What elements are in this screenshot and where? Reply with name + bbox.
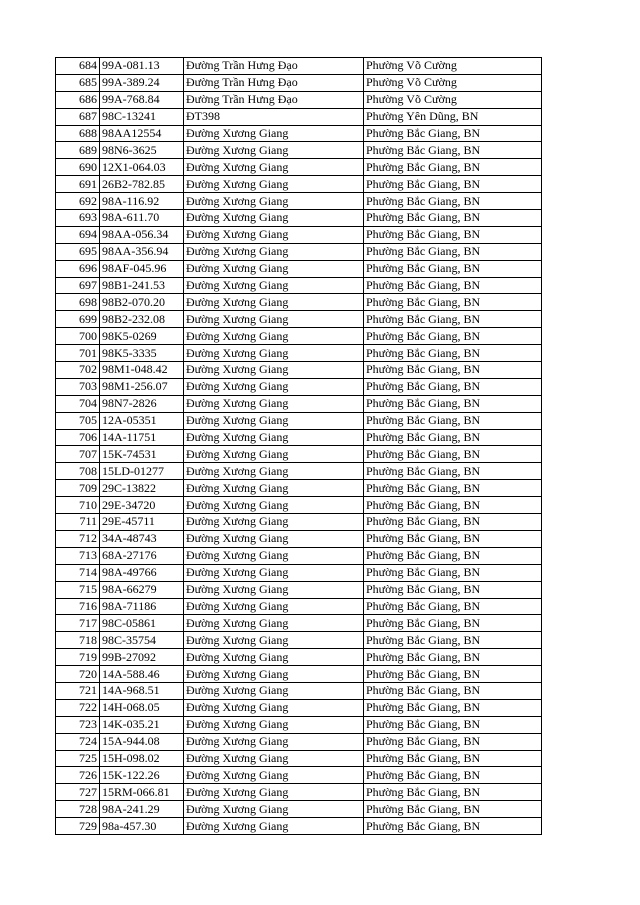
street-name: Đường Xương Giang bbox=[184, 598, 364, 615]
license-plate: 15H-098.02 bbox=[100, 750, 184, 767]
ward-name: Phường Bắc Giang, BN bbox=[364, 260, 542, 277]
street-name: Đường Xương Giang bbox=[184, 632, 364, 649]
row-number: 685 bbox=[56, 74, 100, 91]
row-number: 720 bbox=[56, 666, 100, 683]
ward-name: Phường Võ Cường bbox=[364, 74, 542, 91]
ward-name: Phường Bắc Giang, BN bbox=[364, 666, 542, 683]
ward-name: Phường Bắc Giang, BN bbox=[364, 395, 542, 412]
table-row bbox=[56, 311, 542, 328]
license-plate: 99B-27092 bbox=[100, 649, 184, 666]
ward-name: Phường Bắc Giang, BN bbox=[364, 294, 542, 311]
table-row bbox=[56, 260, 542, 277]
street-name: Đường Trần Hưng Đạo bbox=[184, 91, 364, 108]
license-plate: 98C-13241 bbox=[100, 108, 184, 125]
table-row bbox=[56, 733, 542, 750]
license-plate: 98A-66279 bbox=[100, 581, 184, 598]
row-number: 708 bbox=[56, 463, 100, 480]
street-name: Đường Xương Giang bbox=[184, 395, 364, 412]
table-row bbox=[56, 581, 542, 598]
license-plate: 98A-116.92 bbox=[100, 193, 184, 210]
row-number: 691 bbox=[56, 176, 100, 193]
license-plate: 15K-122.26 bbox=[100, 767, 184, 784]
ward-name: Phường Bắc Giang, BN bbox=[364, 480, 542, 497]
ward-name: Phường Bắc Giang, BN bbox=[364, 277, 542, 294]
ward-name: Phường Bắc Giang, BN bbox=[364, 750, 542, 767]
row-number: 724 bbox=[56, 733, 100, 750]
table-row bbox=[56, 74, 542, 91]
street-name: Đường Xương Giang bbox=[184, 125, 364, 142]
ward-name: Phường Bắc Giang, BN bbox=[364, 649, 542, 666]
license-plate: 98B1-241.53 bbox=[100, 277, 184, 294]
street-name: Đường Xương Giang bbox=[184, 733, 364, 750]
row-number: 690 bbox=[56, 159, 100, 176]
ward-name: Phường Bắc Giang, BN bbox=[364, 598, 542, 615]
row-number: 718 bbox=[56, 632, 100, 649]
row-number: 701 bbox=[56, 345, 100, 362]
ward-name: Phường Bắc Giang, BN bbox=[364, 801, 542, 818]
ward-name: Phường Bắc Giang, BN bbox=[364, 446, 542, 463]
license-plate: 99A-389.24 bbox=[100, 74, 184, 91]
ward-name: Phường Bắc Giang, BN bbox=[364, 210, 542, 227]
ward-name: Phường Bắc Giang, BN bbox=[364, 362, 542, 379]
license-plate: 98A-241.29 bbox=[100, 801, 184, 818]
street-name: Đường Xương Giang bbox=[184, 345, 364, 362]
table-row bbox=[56, 632, 542, 649]
street-name: Đường Xương Giang bbox=[184, 311, 364, 328]
street-name: Đường Xương Giang bbox=[184, 193, 364, 210]
ward-name: Phường Bắc Giang, BN bbox=[364, 818, 542, 835]
street-name: Đường Xương Giang bbox=[184, 378, 364, 395]
row-number: 729 bbox=[56, 818, 100, 835]
ward-name: Phường Bắc Giang, BN bbox=[364, 226, 542, 243]
license-plate: 14K-035.21 bbox=[100, 716, 184, 733]
table-row bbox=[56, 463, 542, 480]
table-row bbox=[56, 784, 542, 801]
row-number: 717 bbox=[56, 615, 100, 632]
license-plate: 98AA-056.34 bbox=[100, 226, 184, 243]
license-plate: 15K-74531 bbox=[100, 446, 184, 463]
ward-name: Phường Bắc Giang, BN bbox=[364, 784, 542, 801]
ward-name: Phường Bắc Giang, BN bbox=[364, 328, 542, 345]
table-row bbox=[56, 91, 542, 108]
license-plate: 98a-457.30 bbox=[100, 818, 184, 835]
row-number: 684 bbox=[56, 58, 100, 75]
row-number: 722 bbox=[56, 699, 100, 716]
row-number: 725 bbox=[56, 750, 100, 767]
table-row bbox=[56, 429, 542, 446]
table-row bbox=[56, 615, 542, 632]
license-plate: 98C-35754 bbox=[100, 632, 184, 649]
ward-name: Phường Bắc Giang, BN bbox=[364, 530, 542, 547]
row-number: 702 bbox=[56, 362, 100, 379]
street-name: Đường Xương Giang bbox=[184, 615, 364, 632]
row-number: 698 bbox=[56, 294, 100, 311]
street-name: Đường Xương Giang bbox=[184, 328, 364, 345]
ward-name: Phường Bắc Giang, BN bbox=[364, 125, 542, 142]
row-number: 706 bbox=[56, 429, 100, 446]
ward-name: Phường Bắc Giang, BN bbox=[364, 682, 542, 699]
table-row bbox=[56, 514, 542, 531]
row-number: 719 bbox=[56, 649, 100, 666]
table-row bbox=[56, 142, 542, 159]
license-plate: 98M1-256.07 bbox=[100, 378, 184, 395]
street-name: ĐT398 bbox=[184, 108, 364, 125]
license-plate: 98AF-045.96 bbox=[100, 260, 184, 277]
table-row bbox=[56, 767, 542, 784]
ward-name: Phường Bắc Giang, BN bbox=[364, 429, 542, 446]
row-number: 727 bbox=[56, 784, 100, 801]
ward-name: Phường Bắc Giang, BN bbox=[364, 345, 542, 362]
row-number: 716 bbox=[56, 598, 100, 615]
street-name: Đường Xương Giang bbox=[184, 564, 364, 581]
table-row bbox=[56, 598, 542, 615]
license-plate: 14A-588.46 bbox=[100, 666, 184, 683]
street-name: Đường Xương Giang bbox=[184, 294, 364, 311]
row-number: 728 bbox=[56, 801, 100, 818]
license-plate: 29C-13822 bbox=[100, 480, 184, 497]
license-plate: 98N6-3625 bbox=[100, 142, 184, 159]
row-number: 686 bbox=[56, 91, 100, 108]
ward-name: Phường Bắc Giang, BN bbox=[364, 564, 542, 581]
table-row bbox=[56, 362, 542, 379]
table-row bbox=[56, 58, 542, 75]
license-plate: 98AA12554 bbox=[100, 125, 184, 142]
license-plate: 12X1-064.03 bbox=[100, 159, 184, 176]
street-name: Đường Xương Giang bbox=[184, 682, 364, 699]
ward-name: Phường Bắc Giang, BN bbox=[364, 159, 542, 176]
table-row bbox=[56, 395, 542, 412]
table-row bbox=[56, 176, 542, 193]
license-plate: 98K5-3335 bbox=[100, 345, 184, 362]
row-number: 689 bbox=[56, 142, 100, 159]
license-plate: 98A-49766 bbox=[100, 564, 184, 581]
license-plate: 29E-45711 bbox=[100, 514, 184, 531]
street-name: Đường Xương Giang bbox=[184, 784, 364, 801]
row-number: 721 bbox=[56, 682, 100, 699]
license-plate: 14A-11751 bbox=[100, 429, 184, 446]
table-row bbox=[56, 801, 542, 818]
row-number: 700 bbox=[56, 328, 100, 345]
street-name: Đường Xương Giang bbox=[184, 210, 364, 227]
table-row bbox=[56, 277, 542, 294]
ward-name: Phường Bắc Giang, BN bbox=[364, 193, 542, 210]
row-number: 697 bbox=[56, 277, 100, 294]
ward-name: Phường Bắc Giang, BN bbox=[364, 142, 542, 159]
street-name: Đường Xương Giang bbox=[184, 412, 364, 429]
ward-name: Phường Bắc Giang, BN bbox=[364, 412, 542, 429]
license-plate: 15A-944.08 bbox=[100, 733, 184, 750]
street-name: Đường Xương Giang bbox=[184, 446, 364, 463]
street-name: Đường Trần Hưng Đạo bbox=[184, 74, 364, 91]
table-row bbox=[56, 345, 542, 362]
ward-name: Phường Bắc Giang, BN bbox=[364, 733, 542, 750]
street-name: Đường Xương Giang bbox=[184, 750, 364, 767]
street-name: Đường Xương Giang bbox=[184, 581, 364, 598]
ward-name: Phường Bắc Giang, BN bbox=[364, 615, 542, 632]
license-plate: 14A-968.51 bbox=[100, 682, 184, 699]
table-row bbox=[56, 497, 542, 514]
ward-name: Phường Bắc Giang, BN bbox=[364, 547, 542, 564]
license-plate: 15LD-01277 bbox=[100, 463, 184, 480]
row-number: 693 bbox=[56, 210, 100, 227]
row-number: 694 bbox=[56, 226, 100, 243]
row-number: 723 bbox=[56, 716, 100, 733]
license-plate: 26B2-782.85 bbox=[100, 176, 184, 193]
license-plate: 98A-71186 bbox=[100, 598, 184, 615]
ward-name: Phường Bắc Giang, BN bbox=[364, 497, 542, 514]
table-body bbox=[56, 58, 542, 835]
row-number: 699 bbox=[56, 311, 100, 328]
table-row bbox=[56, 750, 542, 767]
license-plate: 68A-27176 bbox=[100, 547, 184, 564]
row-number: 703 bbox=[56, 378, 100, 395]
row-number: 709 bbox=[56, 480, 100, 497]
row-number: 687 bbox=[56, 108, 100, 125]
row-number: 713 bbox=[56, 547, 100, 564]
table-row bbox=[56, 564, 542, 581]
table-row bbox=[56, 243, 542, 260]
ward-name: Phường Bắc Giang, BN bbox=[364, 514, 542, 531]
ward-name: Phường Bắc Giang, BN bbox=[364, 243, 542, 260]
table-row bbox=[56, 125, 542, 142]
table-row bbox=[56, 226, 542, 243]
street-name: Đường Xương Giang bbox=[184, 142, 364, 159]
table-row bbox=[56, 446, 542, 463]
license-plate: 99A-081.13 bbox=[100, 58, 184, 75]
row-number: 695 bbox=[56, 243, 100, 260]
table-row bbox=[56, 378, 542, 395]
ward-name: Phường Võ Cường bbox=[364, 58, 542, 75]
license-plate: 15RM-066.81 bbox=[100, 784, 184, 801]
ward-name: Phường Bắc Giang, BN bbox=[364, 699, 542, 716]
street-name: Đường Xương Giang bbox=[184, 260, 364, 277]
license-plate: 34A-48743 bbox=[100, 530, 184, 547]
street-name: Đường Xương Giang bbox=[184, 666, 364, 683]
ward-name: Phường Bắc Giang, BN bbox=[364, 176, 542, 193]
table-row bbox=[56, 193, 542, 210]
table-row bbox=[56, 699, 542, 716]
table-row bbox=[56, 716, 542, 733]
row-number: 711 bbox=[56, 514, 100, 531]
license-plate: 29E-34720 bbox=[100, 497, 184, 514]
license-plate: 98AA-356.94 bbox=[100, 243, 184, 260]
license-plate: 14H-068.05 bbox=[100, 699, 184, 716]
ward-name: Phường Bắc Giang, BN bbox=[364, 463, 542, 480]
table-row bbox=[56, 210, 542, 227]
street-name: Đường Xương Giang bbox=[184, 277, 364, 294]
street-name: Đường Trần Hưng Đạo bbox=[184, 58, 364, 75]
street-name: Đường Xương Giang bbox=[184, 514, 364, 531]
ward-name: Phường Bắc Giang, BN bbox=[364, 716, 542, 733]
street-name: Đường Xương Giang bbox=[184, 818, 364, 835]
row-number: 705 bbox=[56, 412, 100, 429]
street-name: Đường Xương Giang bbox=[184, 243, 364, 260]
table-row bbox=[56, 412, 542, 429]
row-number: 707 bbox=[56, 446, 100, 463]
row-number: 692 bbox=[56, 193, 100, 210]
street-name: Đường Xương Giang bbox=[184, 699, 364, 716]
row-number: 714 bbox=[56, 564, 100, 581]
table-row bbox=[56, 666, 542, 683]
license-plate: 98N7-2826 bbox=[100, 395, 184, 412]
street-name: Đường Xương Giang bbox=[184, 547, 364, 564]
street-name: Đường Xương Giang bbox=[184, 530, 364, 547]
license-plate: 98C-05861 bbox=[100, 615, 184, 632]
license-plate: 98B2-232.08 bbox=[100, 311, 184, 328]
street-name: Đường Xương Giang bbox=[184, 649, 364, 666]
street-name: Đường Xương Giang bbox=[184, 463, 364, 480]
ward-name: Phường Bắc Giang, BN bbox=[364, 581, 542, 598]
table-row bbox=[56, 649, 542, 666]
street-name: Đường Xương Giang bbox=[184, 226, 364, 243]
row-number: 712 bbox=[56, 530, 100, 547]
ward-name: Phường Bắc Giang, BN bbox=[364, 632, 542, 649]
row-number: 704 bbox=[56, 395, 100, 412]
street-name: Đường Xương Giang bbox=[184, 429, 364, 446]
ward-name: Phường Bắc Giang, BN bbox=[364, 311, 542, 328]
row-number: 696 bbox=[56, 260, 100, 277]
license-plate: 99A-768.84 bbox=[100, 91, 184, 108]
violation-table bbox=[55, 57, 542, 835]
table-row bbox=[56, 530, 542, 547]
ward-name: Phường Võ Cường bbox=[364, 91, 542, 108]
street-name: Đường Xương Giang bbox=[184, 480, 364, 497]
table-row bbox=[56, 159, 542, 176]
street-name: Đường Xương Giang bbox=[184, 497, 364, 514]
table-row bbox=[56, 682, 542, 699]
license-plate: 98B2-070.20 bbox=[100, 294, 184, 311]
street-name: Đường Xương Giang bbox=[184, 801, 364, 818]
row-number: 715 bbox=[56, 581, 100, 598]
street-name: Đường Xương Giang bbox=[184, 716, 364, 733]
street-name: Đường Xương Giang bbox=[184, 176, 364, 193]
table-row bbox=[56, 818, 542, 835]
table-row bbox=[56, 294, 542, 311]
street-name: Đường Xương Giang bbox=[184, 767, 364, 784]
license-plate: 98K5-0269 bbox=[100, 328, 184, 345]
table-row bbox=[56, 480, 542, 497]
ward-name: Phường Bắc Giang, BN bbox=[364, 378, 542, 395]
license-plate: 98A-611.70 bbox=[100, 210, 184, 227]
street-name: Đường Xương Giang bbox=[184, 159, 364, 176]
row-number: 688 bbox=[56, 125, 100, 142]
license-plate: 98M1-048.42 bbox=[100, 362, 184, 379]
ward-name: Phường Bắc Giang, BN bbox=[364, 767, 542, 784]
table-row bbox=[56, 547, 542, 564]
street-name: Đường Xương Giang bbox=[184, 362, 364, 379]
row-number: 710 bbox=[56, 497, 100, 514]
license-plate: 12A-05351 bbox=[100, 412, 184, 429]
ward-name: Phường Yên Dũng, BN bbox=[364, 108, 542, 125]
table-row bbox=[56, 328, 542, 345]
row-number: 726 bbox=[56, 767, 100, 784]
table-row bbox=[56, 108, 542, 125]
